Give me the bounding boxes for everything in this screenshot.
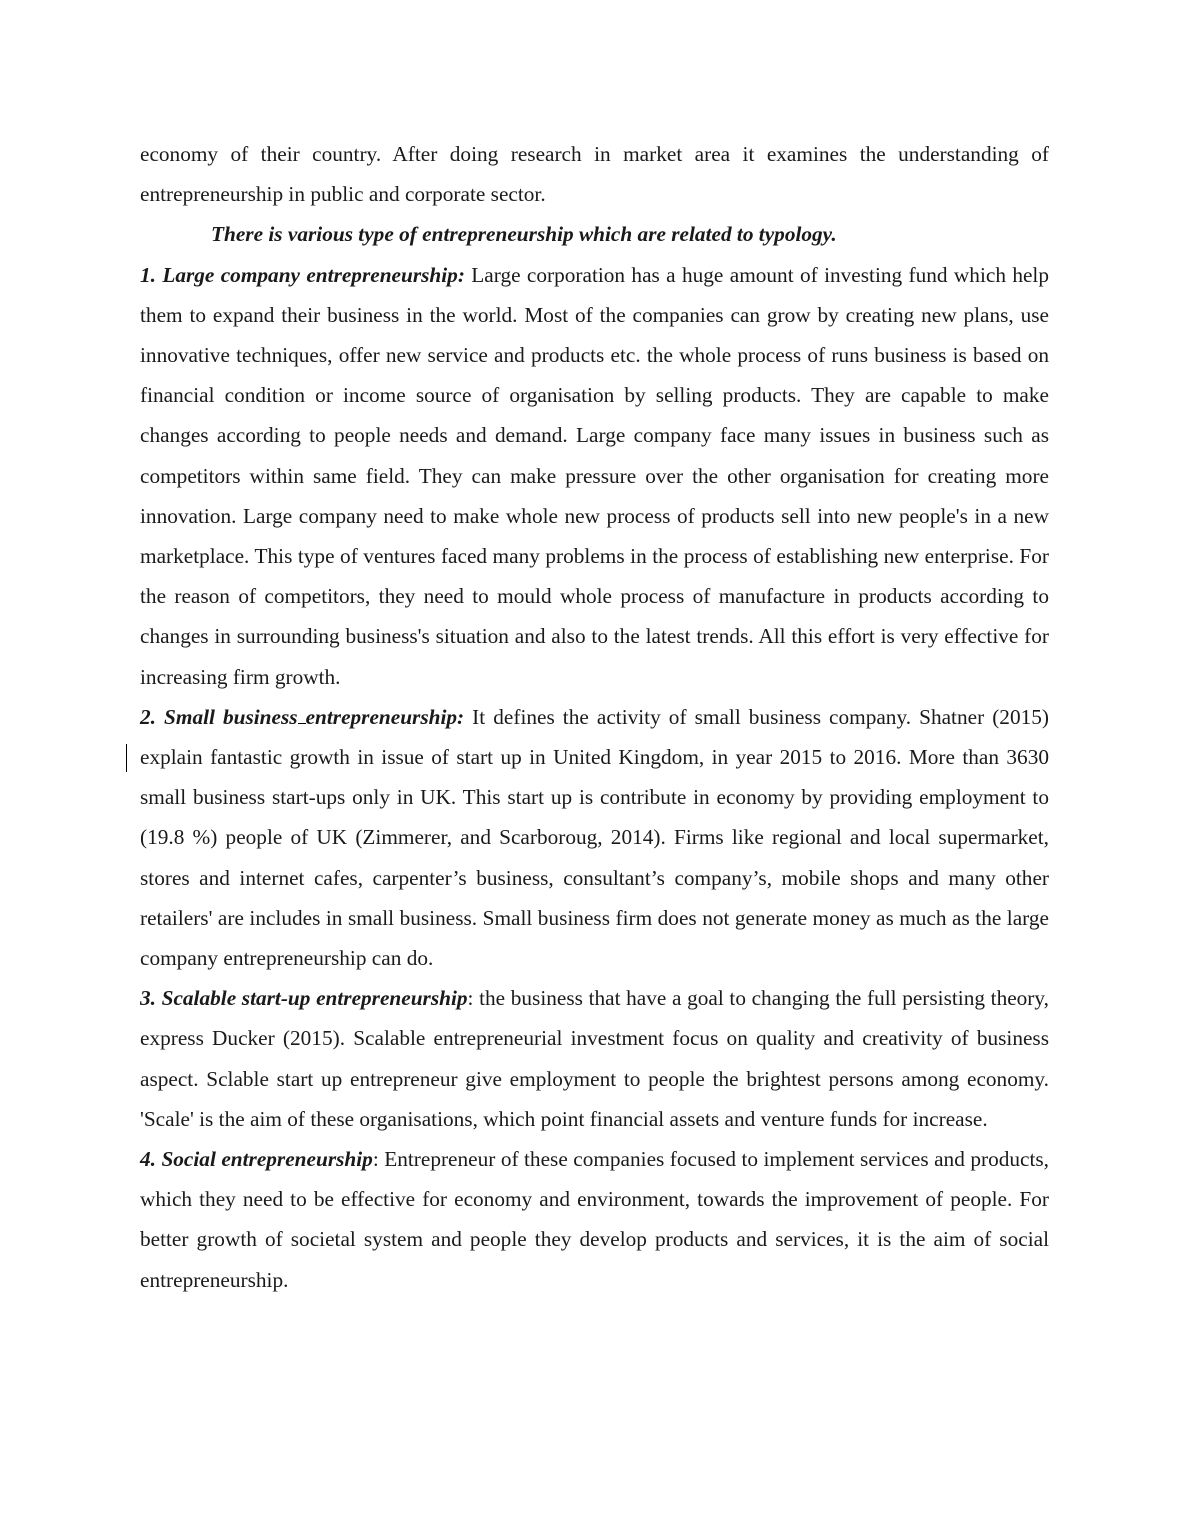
section-term-part2: entrepreneurship: bbox=[305, 704, 465, 729]
section-body: : the business that have a goal to changing the full persisting theory, express Ducker (2015). Scalable entrepreneurial investment focus on quality and creativity of business aspect. Sclable start up entrepreneur give employment to people the brightest persons among economy. 'Scale' is the aim of these organisations, which point financial assets and venture funds for increase. bbox=[140, 986, 1049, 1131]
intro-paragraph: economy of their country. After doing research in market area it examines the understanding of entrepreneurship in public and corporate sector. bbox=[140, 142, 1049, 207]
section-term: 4. Social entrepreneurship bbox=[140, 1147, 373, 1172]
section-large-company bbox=[140, 255, 1049, 697]
section-term: 3. Scalable start-up entrepreneurship bbox=[140, 986, 468, 1011]
tracked-change-bar bbox=[126, 744, 127, 772]
section-body: : Entrepreneur of these companies focused to implement services and products, which they need to be effective for economy and environment, towards the improvement of people. For better growth of societal system and people they develop products and services, it is the aim of social entrepreneurship. bbox=[140, 1147, 1049, 1292]
section-term-part1: 2. Small business bbox=[140, 704, 298, 729]
insertion-mark bbox=[298, 723, 306, 724]
section-body: Large corporation has a huge amount of investing fund which help them to expand their business in the world. Most of the companies can grow by creating new plans, use innovative techniques, offer new service and products etc. the whole process of runs business is based on financial condition or income source of organisation by selling products. They are capable to make changes according to people needs and demand. Large company face many issues in business such as competitors within same field. They can make pressure over the other organisation for creating more innovation. Large company need to make whole new process of products sell into new people's in a new marketplace. This type of ventures faced many problems in the process of establishing new enterprise. For the reason of competitors, they need to mould whole process of manufacture in products according to changes in surrounding business's situation and also to the latest trends. All this effort is very effective for increasing firm growth. bbox=[140, 262, 1049, 689]
section-scalable-startup bbox=[140, 978, 1049, 1139]
document-page bbox=[140, 134, 1049, 1300]
typology-heading: There is various type of entrepreneurship which are related to typology. bbox=[211, 222, 837, 247]
section-body: It defines the activity of small business company. Shatner (2015) explain fantastic growth in issue of start up in United Kingdom, in year 2015 to 2016. More than 3630 small business start-ups only in UK. This start up is contribute in economy by providing employment to (19.8 %) people of UK (Zimmerer, and Scarboroug, 2014). Firms like regional and local supermarket, stores and internet cafes, carpenter’s business, consultant’s company’s, mobile shops and many other retailers' are includes in small business. Small business firm does not generate money as much as the large company entrepreneurship can do. bbox=[140, 704, 1049, 971]
section-term: 1. Large company entrepreneurship: bbox=[140, 262, 465, 287]
section-small-business bbox=[140, 697, 1049, 978]
section-social bbox=[140, 1139, 1049, 1300]
